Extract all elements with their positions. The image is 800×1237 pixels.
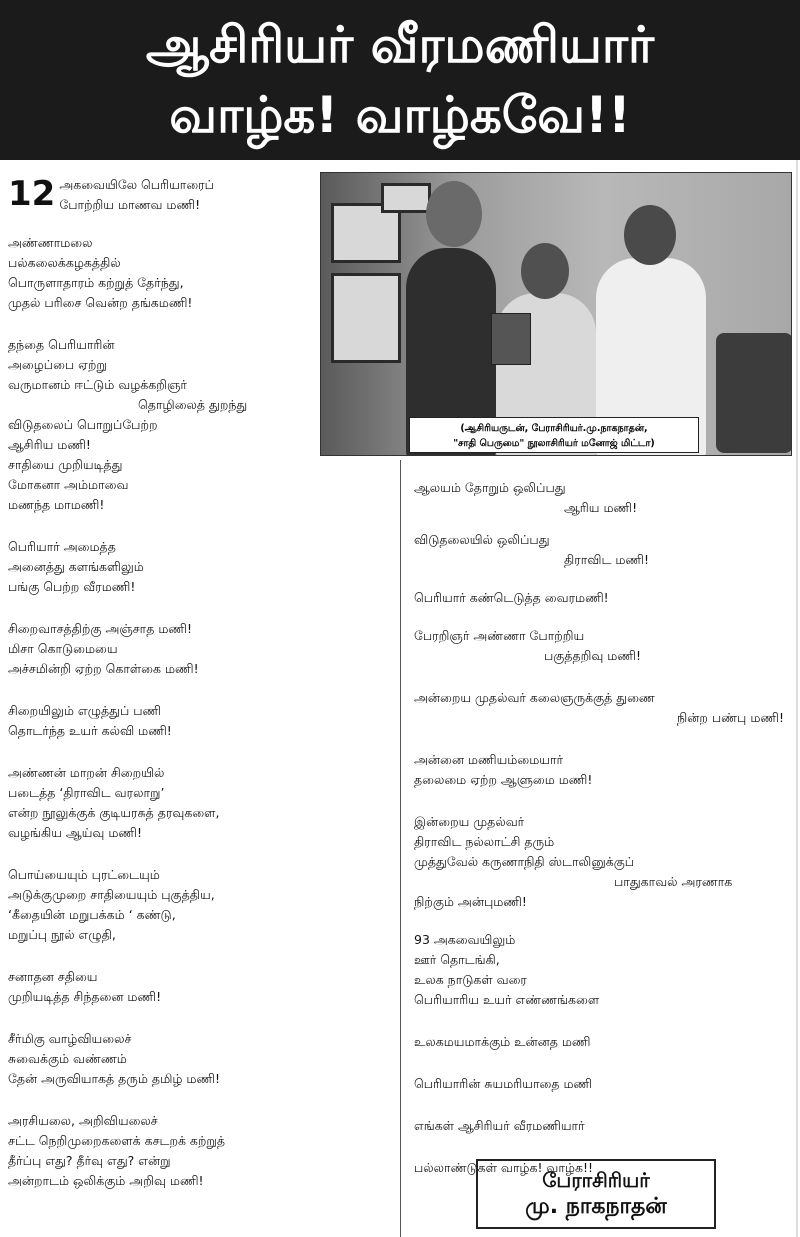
poem-stanza xyxy=(414,530,790,570)
poem-line: என்ற நூலுக்குக் குடியரசுத் தரவுகளை, xyxy=(8,805,220,820)
poem-line: சாதியை முறியடித்து xyxy=(8,457,123,472)
poem-line: தொடர்ந்த உயர் கல்வி மணி! xyxy=(8,723,172,738)
poem-line: திராவிட நல்லாட்சி தரும் xyxy=(414,834,555,849)
poem-stanza xyxy=(414,688,790,728)
person-head xyxy=(521,243,569,299)
photo-caption: (ஆசிரியருடன், பேராசிரியர்.மு.நாகநாதன், "சாதி பெருமை" நூலாசிரியர் மனோஜ் மிட்டா) xyxy=(409,417,699,453)
poem-line: உலக நாடுகள் வரை xyxy=(414,972,527,987)
poem-stanza xyxy=(8,335,308,515)
person-head xyxy=(426,181,482,247)
poem-stanza xyxy=(8,233,308,313)
poem-stanza xyxy=(8,967,308,1007)
poem-line: திராவிட மணி! xyxy=(564,552,650,567)
poem-line: பல்லாண்டுகள் வாழ்க! வாழ்க!! xyxy=(414,1160,593,1175)
poem-line: முறியடித்த சிந்தனை மணி! xyxy=(8,989,162,1004)
column-divider xyxy=(400,460,401,1237)
poem-line: பகுத்தறிவு மணி! xyxy=(544,648,641,663)
poem-line: போற்றிய மாணவ மணி! xyxy=(59,197,201,212)
poem-line: தொழிலைத் துறந்து xyxy=(138,397,248,412)
poem-line: மறுப்பு நூல் எழுதி, xyxy=(8,927,116,942)
poem-line: எங்கள் ஆசிரியர் வீரமணியார் xyxy=(414,1118,585,1133)
poem-line: முத்துவேல் கருணாநிதி ஸ்டாலினுக்குப் xyxy=(414,854,635,869)
poem-line: அரசியலை, அறிவியலைச் xyxy=(8,1113,158,1128)
poem-line: பெரியாரின் சுயமரியாதை மணி xyxy=(414,1076,593,1091)
poem-line: அண்ணன் மாறன் சிறையில் xyxy=(8,765,165,780)
headline-banner xyxy=(0,0,800,160)
poem-line: அன்னை மணியம்மையார் xyxy=(414,752,564,767)
poem-stanza xyxy=(8,865,308,945)
poem-stanza xyxy=(8,1111,308,1191)
poem-line: விடுதலைப் பொறுப்பேற்ற xyxy=(8,417,158,432)
poem-line: சனாதன சதியை xyxy=(8,969,98,984)
person-head xyxy=(624,205,676,265)
headline-line-2: வாழ்க! வாழ்கவே!! xyxy=(169,86,631,144)
poem-stanza xyxy=(8,619,308,679)
poem-line: பல்கலைக்கழகத்தில் xyxy=(8,255,121,270)
poem-line: சிறையிலும் எழுத்துப் பணி xyxy=(8,703,162,718)
poem-line: அடுக்குமுறை சாதியையும் புகுத்திய, xyxy=(8,887,215,902)
poem-right-column xyxy=(414,478,790,1178)
poem-stanza xyxy=(414,1074,790,1094)
author-title: பேராசிரியர் xyxy=(542,1168,650,1192)
book xyxy=(491,313,531,365)
poem-line: மிசா கொடுமையை xyxy=(8,641,118,656)
poem-line: மோகனா அம்மாவை xyxy=(8,477,129,492)
poem-line: தீர்ப்பு எது? தீர்வு எது? என்று xyxy=(8,1153,171,1168)
poem-stanza xyxy=(414,930,790,1010)
author-signature-box xyxy=(476,1159,716,1229)
poem-line: மணந்த மாமணி! xyxy=(8,497,105,512)
poem-stanza xyxy=(8,701,308,741)
poem-line: ஆரிய மணி! xyxy=(564,500,638,515)
poem-stanza xyxy=(414,1116,790,1136)
poem-stanza xyxy=(414,812,790,912)
lead-number: 12 xyxy=(8,174,56,214)
poem-line: சுவைக்கும் வண்ணம் xyxy=(8,1051,127,1066)
poem-line: தேன் அருவியாகத் தரும் தமிழ் மணி! xyxy=(8,1071,221,1086)
poem-line: பங்கு பெற்ற வீரமணி! xyxy=(8,579,136,594)
poem-line: பொருளாதாரம் கற்றுத் தேர்ந்து, xyxy=(8,275,184,290)
page-edge xyxy=(796,160,798,1237)
headline-line-1: ஆசிரியர் வீரமணியார் xyxy=(145,16,655,74)
poem-line: நிற்கும் அன்புமணி! xyxy=(414,894,527,909)
poem-line: விடுதலையில் ஒலிப்பது xyxy=(414,532,550,547)
poem-lead xyxy=(8,175,308,215)
poem-line: உலகமயமாக்கும் உன்னத மணி xyxy=(414,1034,591,1049)
poem-line: பெரியார் கண்டெடுத்த வைரமணி! xyxy=(414,590,609,605)
poem-line: பாதுகாவல் அரணாக xyxy=(614,874,733,889)
poem-line: அனைத்து களங்களிலும் xyxy=(8,559,144,574)
poem-line: வருமானம் ஈட்டும் வழக்கறிஞர் xyxy=(8,377,187,392)
poem-line: அச்சமின்றி ஏற்ற கொள்கை மணி! xyxy=(8,661,199,676)
poem-line: இன்றைய முதல்வர் xyxy=(414,814,525,829)
poem-line: அழைப்பை ஏற்று xyxy=(8,357,107,372)
poem-line: முதல் பரிசை வென்ற தங்கமணி! xyxy=(8,295,193,310)
poem-line: நின்ற பண்பு மணி! xyxy=(676,710,784,725)
poem-line: பொய்யையும் புரட்டையும் xyxy=(8,867,160,882)
wall-picture-frame xyxy=(331,273,401,363)
poem-line: படைத்த ‘திராவிட வரலாறு’ xyxy=(8,785,165,800)
poem-line: சிறைவாசத்திற்கு அஞ்சாத மணி! xyxy=(8,621,192,636)
poem-line: அண்ணாமலை xyxy=(8,235,93,250)
poem-line: சட்ட நெறிமுறைகளைக் கசடறக் கற்றுத் xyxy=(8,1133,226,1148)
poem-stanza xyxy=(8,763,308,843)
wall-picture-frame xyxy=(381,183,431,213)
poem-line: சீர்மிகு வாழ்வியலைச் xyxy=(8,1031,132,1046)
poem-stanza xyxy=(414,478,790,518)
poem-stanza xyxy=(414,626,790,666)
poem-line: ஆசிரிய மணி! xyxy=(8,437,91,452)
poem-stanza xyxy=(8,1029,308,1089)
poem-stanza xyxy=(414,750,790,790)
poem-line: அகவையிலே பெரியாரைப் xyxy=(59,177,214,192)
poem-line: ‘கீதையின் மறுபக்கம் ‘ கண்டு, xyxy=(8,907,176,922)
poem-line: அன்றாடம் ஒலிக்கும் அறிவு மணி! xyxy=(8,1173,204,1188)
poem-line: அன்றைய முதல்வர் கலைஞருக்குத் துணை xyxy=(414,690,655,705)
chair xyxy=(716,333,792,453)
poem-line: பெரியார் அமைத்த xyxy=(8,539,116,554)
poem-stanza xyxy=(414,588,790,608)
poem-line: 93 அகவையிலும் xyxy=(414,932,516,947)
poem-line: ஊர் தொடங்கி, xyxy=(414,952,500,967)
poem-left-column xyxy=(8,175,308,1191)
news-photo xyxy=(320,172,792,456)
author-name: மு. நாகநாதன் xyxy=(525,1194,667,1219)
poem-line: பெரியாரிய உயர் எண்ணங்களை xyxy=(414,992,600,1007)
poem-stanza xyxy=(8,537,308,597)
poem-line: ஆலயம் தோறும் ஒலிப்பது xyxy=(414,480,566,495)
poem-stanza xyxy=(414,1032,790,1052)
poem-line: தந்தை பெரியாரின் xyxy=(8,337,115,352)
poem-line: பேரறிஞர் அண்ணா போற்றிய xyxy=(414,628,585,643)
poem-line: வழங்கிய ஆய்வு மணி! xyxy=(8,825,143,840)
poem-line: தலைமை ஏற்ற ஆளுமை மணி! xyxy=(414,772,593,787)
